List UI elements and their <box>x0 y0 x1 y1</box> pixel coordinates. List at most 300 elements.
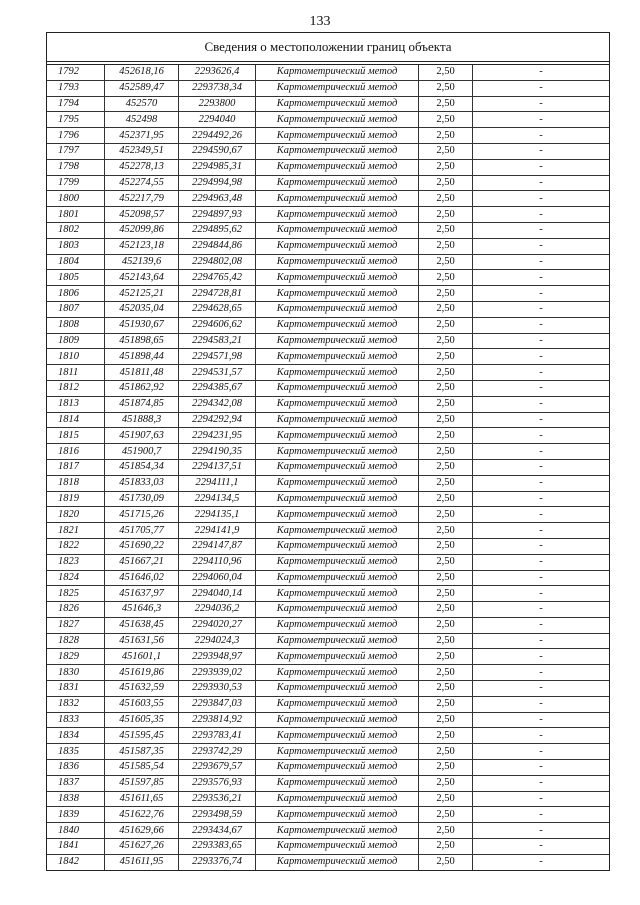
precision-cell: 2,50 <box>419 428 473 444</box>
table-row <box>47 365 609 381</box>
description-cell: - <box>473 696 610 712</box>
method-cell: Картометрический метод <box>256 396 419 412</box>
table-row <box>47 602 609 618</box>
table-row <box>47 839 609 855</box>
point-number-cell: 1804 <box>47 254 105 270</box>
description-cell: - <box>539 856 543 868</box>
description-cell: - <box>473 333 610 349</box>
point-number-cell: 1841 <box>47 839 105 855</box>
x-coordinate-cell: 451629,66 <box>105 823 179 839</box>
precision-cell: 2,50 <box>419 839 473 855</box>
point-number-cell: 1799 <box>47 175 105 191</box>
point-number-cell: 1827 <box>47 617 105 633</box>
x-coordinate-cell: 451638,45 <box>105 617 179 633</box>
x-coordinate-cell: 451601,1 <box>105 649 179 665</box>
y-coordinate-cell: 2294571,98 <box>179 349 256 365</box>
table-row <box>47 507 609 523</box>
x-coordinate-cell: 451622,76 <box>105 807 179 823</box>
precision-cell: 2,50 <box>419 143 473 159</box>
method-cell: Картометрический метод <box>256 459 419 475</box>
method-cell: Картометрический метод <box>256 617 419 633</box>
description-cell: - <box>473 159 610 175</box>
precision-cell: 2,50 <box>419 649 473 665</box>
table-row <box>47 428 609 444</box>
x-coordinate-cell: 451646,3 <box>105 602 179 618</box>
table-row <box>47 238 609 254</box>
description-cell: - <box>473 523 610 539</box>
y-coordinate-cell: 2293930,53 <box>179 681 256 697</box>
x-coordinate-cell: 451587,35 <box>105 744 179 760</box>
method-cell: Картометрический метод <box>256 333 419 349</box>
description-cell: - <box>473 128 610 144</box>
precision-cell: 2,50 <box>419 112 473 128</box>
point-number-cell: 1816 <box>47 444 105 460</box>
precision-cell: 2,50 <box>419 222 473 238</box>
method-cell: Картометрический метод <box>256 491 419 507</box>
point-number-cell: 1814 <box>47 412 105 428</box>
point-number-cell: 1828 <box>47 633 105 649</box>
x-coordinate-cell: 451605,35 <box>105 712 179 728</box>
precision-cell: 2,50 <box>419 570 473 586</box>
precision-cell: 2,50 <box>419 459 473 475</box>
method-cell: Картометрический метод <box>256 554 419 570</box>
precision-cell: 2,50 <box>419 380 473 396</box>
y-coordinate-cell: 2294292,94 <box>179 412 256 428</box>
table-row <box>47 459 609 475</box>
x-coordinate-cell: 452570 <box>105 96 179 112</box>
method-cell: Картометрический метод <box>256 159 419 175</box>
point-number-cell: 1831 <box>47 681 105 697</box>
table-row <box>47 538 609 554</box>
method-cell: Картометрический метод <box>256 712 419 728</box>
y-coordinate-cell: 2293814,92 <box>179 712 256 728</box>
y-coordinate-cell: 2294963,48 <box>179 191 256 207</box>
x-coordinate-cell: 452143,64 <box>105 270 179 286</box>
table-row <box>47 728 609 744</box>
y-coordinate-cell: 2294040,14 <box>179 586 256 602</box>
point-number-cell: 1835 <box>47 744 105 760</box>
description-cell: - <box>473 112 610 128</box>
y-coordinate-cell: 2294765,42 <box>179 270 256 286</box>
description-cell: - <box>473 823 610 839</box>
x-coordinate-cell: 451833,03 <box>105 475 179 491</box>
method-cell: Картометрический метод <box>256 222 419 238</box>
coordinates-table <box>47 65 609 870</box>
y-coordinate-cell: 2294994,98 <box>179 175 256 191</box>
description-cell: - <box>473 444 610 460</box>
x-coordinate-cell: 451715,26 <box>105 507 179 523</box>
point-number-cell: 1834 <box>47 728 105 744</box>
y-coordinate-cell: 2294036,2 <box>179 602 256 618</box>
y-coordinate-cell: 2293742,29 <box>179 744 256 760</box>
y-coordinate-cell: 2293626,4 <box>179 65 256 80</box>
method-cell: Картометрический метод <box>256 744 419 760</box>
x-coordinate-cell: 451862,92 <box>105 380 179 396</box>
x-coordinate-cell: 451611,95 <box>105 854 179 869</box>
point-number-cell: 1793 <box>47 80 105 96</box>
description-cell: - <box>473 96 610 112</box>
y-coordinate-cell: 2293498,59 <box>179 807 256 823</box>
y-coordinate-cell: 2294531,57 <box>179 365 256 381</box>
x-coordinate-cell: 451597,85 <box>105 775 179 791</box>
precision-cell: 2,50 <box>419 254 473 270</box>
point-number-cell: 1806 <box>47 286 105 302</box>
x-coordinate-cell: 451595,45 <box>105 728 179 744</box>
method-cell: Картометрический метод <box>256 823 419 839</box>
point-number-cell: 1797 <box>47 143 105 159</box>
point-number-cell: 1842 <box>47 854 105 869</box>
method-cell: Картометрический метод <box>256 349 419 365</box>
y-coordinate-cell: 2293847,03 <box>179 696 256 712</box>
y-coordinate-cell: 2294385,67 <box>179 380 256 396</box>
description-cell: - <box>473 538 610 554</box>
point-number-cell: 1819 <box>47 491 105 507</box>
description-cell: - <box>473 428 610 444</box>
table-row <box>47 286 609 302</box>
y-coordinate-cell: 2294060,04 <box>179 570 256 586</box>
y-coordinate-cell: 2294137,51 <box>179 459 256 475</box>
precision-cell: 2,50 <box>419 728 473 744</box>
x-coordinate-cell: 451811,48 <box>105 365 179 381</box>
point-number-cell: 1805 <box>47 270 105 286</box>
table-row <box>47 349 609 365</box>
precision-cell: 2,50 <box>419 775 473 791</box>
description-cell: - <box>473 207 610 223</box>
method-cell: Картометрический метод <box>256 728 419 744</box>
method-cell: Картометрический метод <box>256 412 419 428</box>
y-coordinate-cell: 2293948,97 <box>179 649 256 665</box>
precision-cell: 2,50 <box>419 633 473 649</box>
y-coordinate-cell: 2294844,86 <box>179 238 256 254</box>
table-row <box>47 222 609 238</box>
table-row <box>47 396 609 412</box>
y-coordinate-cell: 2293576,93 <box>179 775 256 791</box>
precision-cell: 2,50 <box>419 665 473 681</box>
method-cell: Картометрический метод <box>256 633 419 649</box>
x-coordinate-cell: 451888,3 <box>105 412 179 428</box>
point-number-cell: 1812 <box>47 380 105 396</box>
table-row <box>47 444 609 460</box>
point-number-cell: 1830 <box>47 665 105 681</box>
page-number: 133 <box>309 14 331 29</box>
x-coordinate-cell: 451646,02 <box>105 570 179 586</box>
description-cell: - <box>473 459 610 475</box>
method-cell: Картометрический метод <box>256 586 419 602</box>
method-cell: Картометрический метод <box>256 112 419 128</box>
method-cell: Картометрический метод <box>256 507 419 523</box>
x-coordinate-cell: 451705,77 <box>105 523 179 539</box>
method-cell: Картометрический метод <box>256 791 419 807</box>
method-cell: Картометрический метод <box>256 807 419 823</box>
x-coordinate-cell: 451874,85 <box>105 396 179 412</box>
section-title: Сведения о местоположении границ объекта <box>47 33 609 62</box>
y-coordinate-cell: 2293679,57 <box>179 760 256 776</box>
x-coordinate-cell: 452618,16 <box>105 65 179 80</box>
y-coordinate-cell: 2294728,81 <box>179 286 256 302</box>
method-cell: Картометрический метод <box>256 301 419 317</box>
table-row <box>47 696 609 712</box>
x-coordinate-cell: 452498 <box>105 112 179 128</box>
point-number-cell: 1792 <box>47 65 105 80</box>
method-cell: Картометрический метод <box>256 681 419 697</box>
description-cell: - <box>473 380 610 396</box>
y-coordinate-cell: 2294492,26 <box>179 128 256 144</box>
x-coordinate-cell: 451603,55 <box>105 696 179 712</box>
description-cell: - <box>473 712 610 728</box>
description-cell: - <box>473 791 610 807</box>
x-coordinate-cell: 452035,04 <box>105 301 179 317</box>
x-coordinate-cell: 452125,21 <box>105 286 179 302</box>
method-cell: Картометрический метод <box>256 254 419 270</box>
x-coordinate-cell: 452139,6 <box>105 254 179 270</box>
precision-cell: 2,50 <box>419 238 473 254</box>
point-number-cell: 1795 <box>47 112 105 128</box>
description-cell: - <box>473 317 610 333</box>
y-coordinate-cell: 2293738,34 <box>179 80 256 96</box>
method-cell: Картометрический метод <box>256 365 419 381</box>
x-coordinate-cell: 451637,97 <box>105 586 179 602</box>
table-row <box>47 270 609 286</box>
table-row <box>47 412 609 428</box>
method-cell: Картометрический метод <box>256 428 419 444</box>
precision-cell: 2,50 <box>419 475 473 491</box>
y-coordinate-cell: 2294111,1 <box>179 475 256 491</box>
method-cell: Картометрический метод <box>256 191 419 207</box>
x-coordinate-cell: 452123,18 <box>105 238 179 254</box>
point-number-cell: 1810 <box>47 349 105 365</box>
table-row <box>47 760 609 776</box>
y-coordinate-cell: 2293939,02 <box>179 665 256 681</box>
point-number-cell: 1825 <box>47 586 105 602</box>
precision-cell: 2,50 <box>419 791 473 807</box>
precision-cell: 2,50 <box>419 617 473 633</box>
y-coordinate-cell: 2294135,1 <box>179 507 256 523</box>
x-coordinate-cell: 451930,67 <box>105 317 179 333</box>
table-row <box>47 665 609 681</box>
method-cell: Картометрический метод <box>256 444 419 460</box>
y-coordinate-cell: 2293434,67 <box>179 823 256 839</box>
table-row <box>47 681 609 697</box>
table-row <box>47 317 609 333</box>
precision-cell: 2,50 <box>419 65 473 80</box>
y-coordinate-cell: 2294141,9 <box>179 523 256 539</box>
method-cell: Картометрический метод <box>256 96 419 112</box>
precision-cell: 2,50 <box>419 159 473 175</box>
method-cell: Картометрический метод <box>256 286 419 302</box>
table-row <box>47 617 609 633</box>
table-row <box>47 143 609 159</box>
precision-cell: 2,50 <box>419 744 473 760</box>
x-coordinate-cell: 451898,44 <box>105 349 179 365</box>
y-coordinate-cell: 2294231,95 <box>179 428 256 444</box>
description-cell: - <box>473 396 610 412</box>
x-coordinate-cell: 451854,34 <box>105 459 179 475</box>
description-cell: - <box>473 570 610 586</box>
boundary-sheet <box>46 32 610 871</box>
point-number-cell: 1802 <box>47 222 105 238</box>
description-cell: - <box>473 301 610 317</box>
point-number-cell: 1839 <box>47 807 105 823</box>
table-row <box>47 775 609 791</box>
description-cell: - <box>473 349 610 365</box>
x-coordinate-cell: 451907,63 <box>105 428 179 444</box>
y-coordinate-cell: 2294583,21 <box>179 333 256 349</box>
precision-cell: 2,50 <box>419 349 473 365</box>
point-number-cell: 1800 <box>47 191 105 207</box>
point-number-cell: 1815 <box>47 428 105 444</box>
method-cell: Картометрический метод <box>256 317 419 333</box>
point-number-cell: 1837 <box>47 775 105 791</box>
y-coordinate-cell: 2294342,08 <box>179 396 256 412</box>
precision-cell: 2,50 <box>419 823 473 839</box>
point-number-cell: 1836 <box>47 760 105 776</box>
description-cell: - <box>473 191 610 207</box>
description-cell: - <box>473 775 610 791</box>
y-coordinate-cell: 2294897,93 <box>179 207 256 223</box>
method-cell: Картометрический метод <box>256 128 419 144</box>
description-cell: - <box>473 286 610 302</box>
y-coordinate-cell: 2293536,21 <box>179 791 256 807</box>
precision-cell: 2,50 <box>419 286 473 302</box>
precision-cell: 2,50 <box>419 602 473 618</box>
point-number-cell: 1824 <box>47 570 105 586</box>
point-number-cell: 1832 <box>47 696 105 712</box>
y-coordinate-cell: 2294190,35 <box>179 444 256 460</box>
point-number-cell: 1811 <box>47 365 105 381</box>
y-coordinate-cell: 2294024,3 <box>179 633 256 649</box>
description-cell: - <box>473 649 610 665</box>
precision-cell: 2,50 <box>419 712 473 728</box>
x-coordinate-cell: 452217,79 <box>105 191 179 207</box>
method-cell: Картометрический метод <box>256 380 419 396</box>
y-coordinate-cell: 2294895,62 <box>179 222 256 238</box>
description-cell: - <box>473 238 610 254</box>
description-cell: - <box>473 143 610 159</box>
precision-cell: 2,50 <box>419 696 473 712</box>
point-number-cell: 1801 <box>47 207 105 223</box>
table-row <box>47 649 609 665</box>
x-coordinate-cell: 452589,47 <box>105 80 179 96</box>
point-number-cell: 1818 <box>47 475 105 491</box>
y-coordinate-cell: 2294110,96 <box>179 554 256 570</box>
precision-cell: 2,50 <box>419 191 473 207</box>
method-cell: Картометрический метод <box>256 696 419 712</box>
point-number-cell: 1820 <box>47 507 105 523</box>
x-coordinate-cell: 452099,86 <box>105 222 179 238</box>
table-row <box>47 554 609 570</box>
y-coordinate-cell: 2294606,62 <box>179 317 256 333</box>
precision-cell: 2,50 <box>419 586 473 602</box>
table-row <box>47 80 609 96</box>
point-number-cell: 1817 <box>47 459 105 475</box>
method-cell: Картометрический метод <box>256 760 419 776</box>
table-row <box>47 823 609 839</box>
method-cell: Картометрический метод <box>256 175 419 191</box>
method-cell: Картометрический метод <box>256 143 419 159</box>
y-coordinate-cell: 2294802,08 <box>179 254 256 270</box>
description-cell: - <box>473 222 610 238</box>
point-number-cell: 1807 <box>47 301 105 317</box>
description-cell: - <box>473 807 610 823</box>
table-row <box>47 523 609 539</box>
precision-cell: 2,50 <box>419 365 473 381</box>
table-row <box>47 586 609 602</box>
table-row <box>47 207 609 223</box>
point-number-cell: 1822 <box>47 538 105 554</box>
x-coordinate-cell: 451730,09 <box>105 491 179 507</box>
method-cell: Картометрический метод <box>256 649 419 665</box>
point-number-cell: 1794 <box>47 96 105 112</box>
table-row <box>47 175 609 191</box>
precision-cell: 2,50 <box>419 854 473 869</box>
x-coordinate-cell: 452349,51 <box>105 143 179 159</box>
point-number-cell: 1803 <box>47 238 105 254</box>
precision-cell: 2,50 <box>419 681 473 697</box>
description-cell: - <box>473 270 610 286</box>
method-cell: Картометрический метод <box>256 65 419 80</box>
table-row <box>47 96 609 112</box>
x-coordinate-cell: 451690,22 <box>105 538 179 554</box>
y-coordinate-cell: 2293783,41 <box>179 728 256 744</box>
method-cell: Картометрический метод <box>256 602 419 618</box>
precision-cell: 2,50 <box>419 333 473 349</box>
table-row <box>47 491 609 507</box>
x-coordinate-cell: 452274,55 <box>105 175 179 191</box>
table-row <box>47 191 609 207</box>
point-number-cell: 1826 <box>47 602 105 618</box>
y-coordinate-cell: 2294985,31 <box>179 159 256 175</box>
table-row <box>47 807 609 823</box>
point-number-cell: 1838 <box>47 791 105 807</box>
x-coordinate-cell: 451898,65 <box>105 333 179 349</box>
point-number-cell: 1798 <box>47 159 105 175</box>
y-coordinate-cell: 2294590,67 <box>179 143 256 159</box>
point-number-cell: 1808 <box>47 317 105 333</box>
description-cell: - <box>473 633 610 649</box>
precision-cell: 2,50 <box>419 538 473 554</box>
description-cell: - <box>473 412 610 428</box>
table-row <box>47 254 609 270</box>
x-coordinate-cell: 452098,57 <box>105 207 179 223</box>
x-coordinate-cell: 451619,86 <box>105 665 179 681</box>
point-number-cell: 1809 <box>47 333 105 349</box>
method-cell: Картометрический метод <box>256 775 419 791</box>
method-cell: Картометрический метод <box>256 475 419 491</box>
precision-cell: 2,50 <box>419 554 473 570</box>
precision-cell: 2,50 <box>419 412 473 428</box>
description-cell: - <box>473 586 610 602</box>
description-cell: - <box>473 728 610 744</box>
method-cell: Картометрический метод <box>256 570 419 586</box>
method-cell: Картометрический метод <box>256 854 419 869</box>
precision-cell: 2,50 <box>419 96 473 112</box>
method-cell: Картометрический метод <box>256 665 419 681</box>
method-cell: Картометрический метод <box>256 523 419 539</box>
precision-cell: 2,50 <box>419 80 473 96</box>
point-number-cell: 1833 <box>47 712 105 728</box>
precision-cell: 2,50 <box>419 396 473 412</box>
table-row <box>47 744 609 760</box>
precision-cell: 2,50 <box>419 760 473 776</box>
description-cell: - <box>473 681 610 697</box>
y-coordinate-cell: 2293800 <box>179 96 256 112</box>
table-row <box>47 112 609 128</box>
x-coordinate-cell: 451900,7 <box>105 444 179 460</box>
table-row <box>47 712 609 728</box>
precision-cell: 2,50 <box>419 207 473 223</box>
method-cell: Картометрический метод <box>256 839 419 855</box>
method-cell: Картометрический метод <box>256 80 419 96</box>
